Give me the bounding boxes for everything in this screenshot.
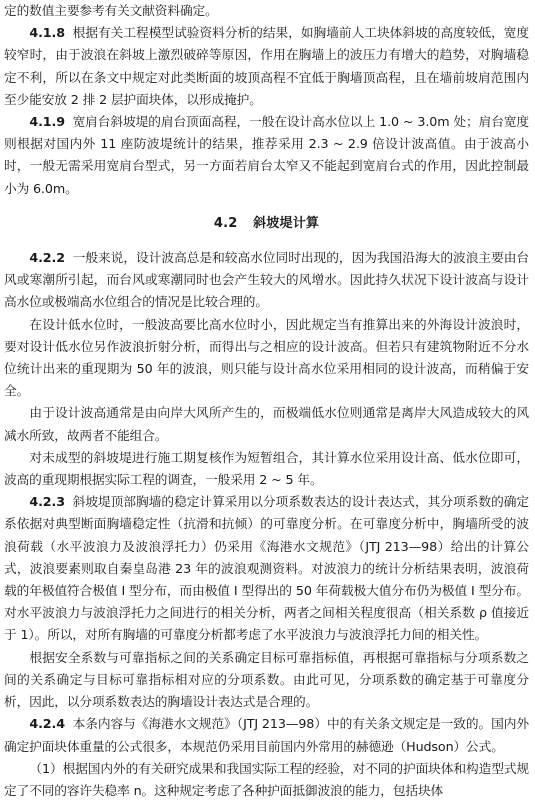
clause-number: 4.2.2	[29, 250, 65, 266]
clause-4-2-4	[4, 713, 529, 757]
paragraph-low-water-level: 在设计低水位时，一般波高要比高水位时小，因此规定当有推算出来的外海设计波浪时，要对设计低水位另作波浪折射分析，而得出与之相应的设计波高。但若只有建筑物附近不分水位统计出来的重现期为 50 年的波浪，则只能与设计高水位采用相同的设计波高，而稍偏于安全。	[4, 316, 529, 399]
continuation-line: 定的数值主要参考有关文献资料确定。	[4, 3, 218, 18]
clause-text: 本条内容与《海港水文规范》（JTJ 213—98）中的有关条文规定是一致的。国内外确定护面块体重量的公式很多，本规范仍采用目前国内外常用的赫德逊（Hudson）公式。	[4, 716, 529, 754]
paragraph-safety-factor: 根据安全系数与可靠指标之间的关系确定目标可靠指标值，再根据可靠指标与分项系数之间的关系确定与目标可靠指标相对应的分项系数。由此可见，分项系数的确定基于可靠度分析，因此，以分项系数表达的胸墙设计表达式是合理的。	[4, 649, 529, 710]
paragraph-construction-check: 对未成型的斜坡堤进行施工期复核作为短暂组合，其计算水位采用设计高、低水位即可，波高的重现期根据实际工程的调查，一般采用 2 ~ 5 年。	[4, 449, 529, 488]
paragraph-onshore-wind: 由于设计波高通常是由向岸大风所产生的，而极端低水位则通常是离岸大风造成较大的风减水所致，故两者不能组合。	[4, 405, 529, 443]
section-heading-4-2	[4, 213, 529, 235]
clause-number: 4.2.4	[29, 716, 65, 732]
section-title-text: 斜坡堤计算	[253, 215, 320, 231]
clause-4-2-2	[4, 247, 529, 314]
clause-text: 斜坡堤顶部胸墙的稳定计算采用以分项系数表达的设计表达式，其分项系数的确定系依据对典型断面胸墙稳定性（抗滑和抗倾）的可靠度分析。在可靠度分析中，胸墙所受的波浪荷载（水平波浪力及波浪浮托力）仍采用《海港水文规范》（JTJ 213—98）给出的计算公式，波浪要素则取自秦皇岛港 23 年的波浪观测资料。对波浪力的统计分析结果表明，波浪荷载的年极值符合极值 I 型分布，而由极值 I 型得出的 50 年荷载极大值分布仍为极值 I 型分布。对水平波浪力与波浪浮托力之间进行的相关分析，两者之间相关程度很高（相关系数 ρ 值接近于 1）。所以，对所有胸墙的可靠度分析都考虑了水平波浪力与波浪浮托力间的相关性。	[4, 494, 529, 643]
clause-number: 4.1.9	[29, 114, 65, 130]
clause-4-1-9	[4, 111, 529, 200]
clause-text: 一般来说，设计波高总是和较高水位同时出现的，因为我国沿海大的波浪主要由台风或寒潮所引起，而台风或寒潮同时也会产生较大的风增水。因此持久状况下设计波高与设计高水位或极端高水位组合的情况是比较合理的。	[4, 250, 529, 310]
clause-4-1-8	[4, 22, 529, 111]
section-number: 4.2	[213, 215, 238, 231]
clause-4-2-3	[4, 491, 529, 646]
clause-text: 宽肩台斜坡堤的肩台顶面高程，一般在设计高水位以上 1.0 ~ 3.0m 处；肩台宽度则根据对国内外 11 座防波堤统计的结果，推荐采用 2.3 ~ 2.9 倍设计波高值。由于波高小时，一般无需采用宽肩台型式，另一方面若肩台太窄又不能起到宽肩台式的作用，因此控制最小为 6.0m。	[4, 114, 529, 196]
clause-text: 根据有关工程模型试验资料分析的结果，如胸墙前人工块体斜坡的高度较低，宽度较窄时，由于波浪在斜坡上激烈破碎等原因，作用在胸墙上的波压力有增大的趋势，对胸墙稳定不利，所以在条文中规定对此类断面的坡顶高程不宜低于胸墙顶高程，且在墙前坡肩范围内至少能安放 2 排 2 层护面块体，以形成掩护。	[4, 25, 529, 107]
clause-number: 4.1.8	[29, 25, 65, 41]
paragraph-item-1: （1）根据国内外的有关研究成果和我国实际工程的经验，对不同的护面块体和构造型式规定了不同的容许失稳率 n。这种规定考虑了各种护面抵御波浪的能力，包括块体	[4, 760, 529, 798]
clause-number: 4.2.3	[29, 494, 65, 510]
